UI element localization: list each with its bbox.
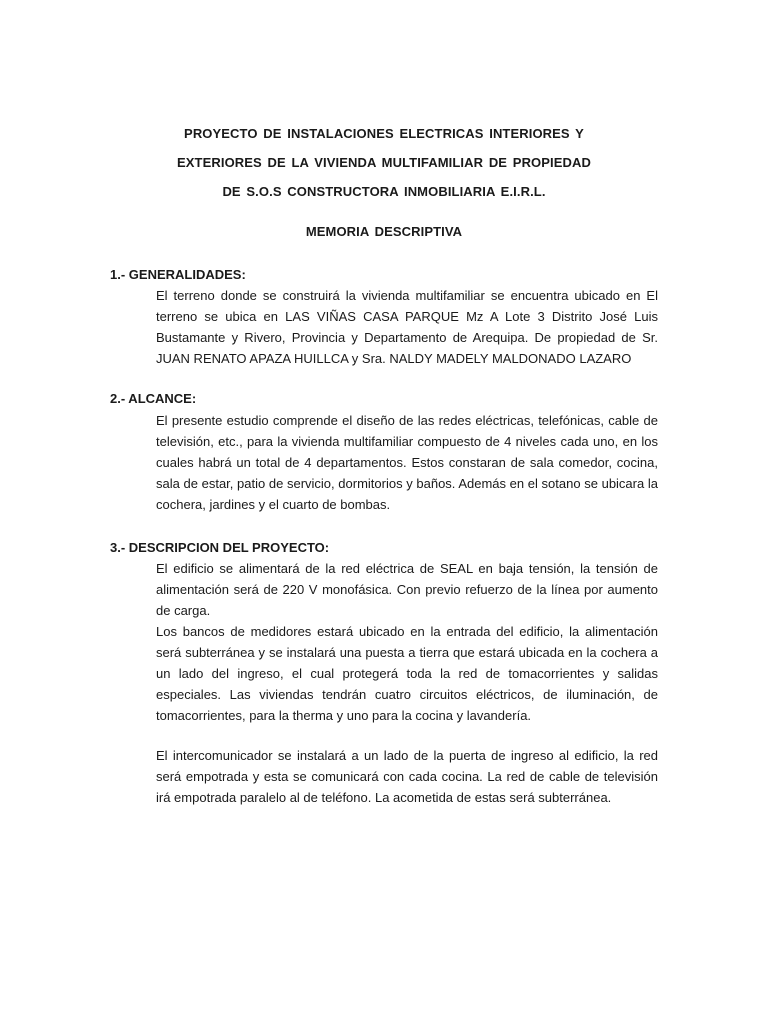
document-title-line-3: DE S.O.S CONSTRUCTORA INMOBILIARIA E.I.R.L. <box>222 184 546 199</box>
section-paragraph-generalidades: El terreno donde se construirá la vivienda multifamiliar se encuentra ubicado en El terreno se ubica en LAS VIÑAS CASA PARQUE Mz A Lote 3 Distrito José Luis Bustamante y Rivero, Provincia y Departamento de Arequipa. De propiedad de Sr. JUAN RENATO APAZA HUILLCA y Sra. NALDY MADELY MALDONADO LAZARO <box>156 288 658 366</box>
section-paragraph-descripcion-2: Los bancos de medidores estará ubicado en la entrada del edificio, la alimentación será subterránea y se instalará una puesta a tierra que estará ubicada en la cochera a un lado del ingreso, el cual protegerá toda la red de tomacorrientes y salidas especiales. Las viviendas tendrán cuatro circuitos eléctricos, de iluminación, de tomacorrientes, para la therma y uno para la cocina y lavandería. <box>156 624 658 723</box>
section-paragraph-descripcion-1: El edificio se alimentará de la red eléctrica de SEAL en baja tensión, la tensión de alimentación será de 220 V monofásica. Con previo refuerzo de la línea por aumento de carga. <box>156 561 658 618</box>
section-paragraph-descripcion-3: El intercomunicador se instalará a un lado de la puerta de ingreso al edificio, la red será empotrada y esta se comunicará con cada cocina. La red de cable de televisión irá empotrada paralelo al de teléfono. La acometida de estas será subterránea. <box>156 748 658 805</box>
document-title-line-2: EXTERIORES DE LA VIVIENDA MULTIFAMILIAR DE PROPIEDAD <box>177 155 591 170</box>
section-heading-descripcion: 3.- DESCRIPCION DEL PROYECTO: <box>110 540 330 555</box>
section-paragraph-alcance: El presente estudio comprende el diseño de las redes eléctricas, telefónicas, cable de televisión, etc., para la vivienda multifamiliar compuesto de 4 niveles cada uno, en los cuales habrá un total de 4 departamentos. Estos constaran de sala comedor, cocina, sala de estar, patio de servicio, dormitorios y baños. Además en el sotano se ubicara la cochera, jardines y el cuarto de bombas. <box>156 413 658 512</box>
document-title-line-1: PROYECTO DE INSTALACIONES ELECTRICAS INTERIORES Y <box>184 126 584 141</box>
document-subtitle: MEMORIA DESCRIPTIVA <box>305 224 463 239</box>
section-heading-generalidades: 1.- GENERALIDADES: <box>110 267 246 282</box>
section-heading-alcance: 2.- ALCANCE: <box>110 391 197 406</box>
